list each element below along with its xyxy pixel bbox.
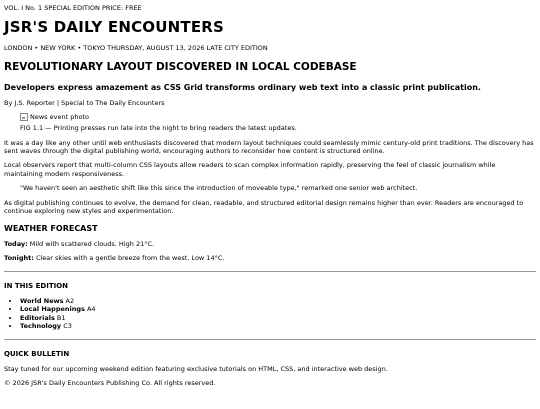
divider <box>4 271 536 272</box>
contents-title: IN THIS EDITION <box>4 281 69 290</box>
dateline: LONDON • NEW YORK • TOKYO THURSDAY, AUGUST 13, 2026 LATE CITY EDITION <box>4 43 268 52</box>
article-closing-paragraph: As digital publishing continues to evolve, the demand for clean, readable, and structured editorial design remains higher than ever. Readers are encouraged to continue exploring new styles and experimentation. <box>4 198 524 216</box>
weather-tonight-label: Tonight: <box>4 254 34 263</box>
weather-today-label: Today: <box>4 240 28 249</box>
weather-section <box>4 224 536 263</box>
contents-item-section: Local Happenings <box>20 305 85 314</box>
article-quote: "We haven't seen an aesthetic shift like this since the introduction of moveable type," remarked one senior web architect. <box>20 184 418 193</box>
article-paragraph-1: It was a day like any other until web enthusiasts discovered that modern layout techniques could seamlessly mimic century-old print traditions. The discovery has sent waves through the digital publishing world, encouraging authors to reconsider how content is structured online. <box>4 138 534 156</box>
article-byline: By J.S. Reporter | Special to The Daily Encounters <box>4 99 165 108</box>
weather-tonight <box>4 254 536 262</box>
article-subheadline: Developers express amazement as CSS Grid transforms ordinary web text into a classic print publication. <box>4 83 481 93</box>
broken-image-icon-with-alt <box>20 113 89 121</box>
contents-item-section: World News <box>20 297 64 306</box>
contents-item-section: Editorials <box>20 313 55 322</box>
contents-section <box>4 282 536 331</box>
bulletin-text: Stay tuned for our upcoming weekend edition featuring exclusive tutorials on HTML, CSS, and interactive web design. <box>4 364 388 373</box>
contents-item-page: C3 <box>61 322 72 331</box>
weather-tonight-text: Clear skies with a gentle breeze from the west. Low 14°C. <box>33 254 225 263</box>
article-paragraph-2: Local observers report that multi-column CSS layouts allow readers to scan complex information rapidly, preserving the feel of classic journalism while maintaining modern responsiveness. <box>4 161 496 178</box>
contents-list <box>4 297 536 331</box>
contents-item <box>20 297 536 305</box>
contents-item-section: Technology <box>20 322 62 331</box>
contents-item <box>20 322 536 330</box>
contents-item-page: B1 <box>54 313 66 322</box>
image-alt-text: News event photo <box>30 112 89 121</box>
newspaper-page <box>0 4 540 388</box>
contents-item-page: A2 <box>63 297 75 306</box>
article-figure <box>20 113 536 133</box>
article-headline: REVOLUTIONARY LAYOUT DISCOVERED IN LOCAL CODEBASE <box>4 61 357 74</box>
figure-caption: FIG 1.1 — Printing presses run late into the night to bring readers the latest updates. <box>20 124 297 133</box>
contents-item-page: A4 <box>84 305 96 314</box>
contents-item <box>20 314 536 322</box>
contents-item <box>20 305 536 313</box>
paper-name: JSR'S DAILY ENCOUNTERS <box>4 18 225 37</box>
image-icon <box>20 113 28 121</box>
weather-today-text: Mild with scattered clouds. High 21°C. <box>27 240 155 249</box>
bulletin-section <box>4 350 536 374</box>
footer-copyright: © 2026 JSR's Daily Encounters Publishing Co. All rights reserved. <box>4 379 216 388</box>
divider <box>4 339 536 340</box>
edition-line: VOL. I No. 1 SPECIAL EDITION PRICE: FREE <box>4 4 142 12</box>
bulletin-title: QUICK BULLETIN <box>4 349 70 358</box>
weather-title: WEATHER FORECAST <box>4 223 98 233</box>
weather-today <box>4 240 536 248</box>
